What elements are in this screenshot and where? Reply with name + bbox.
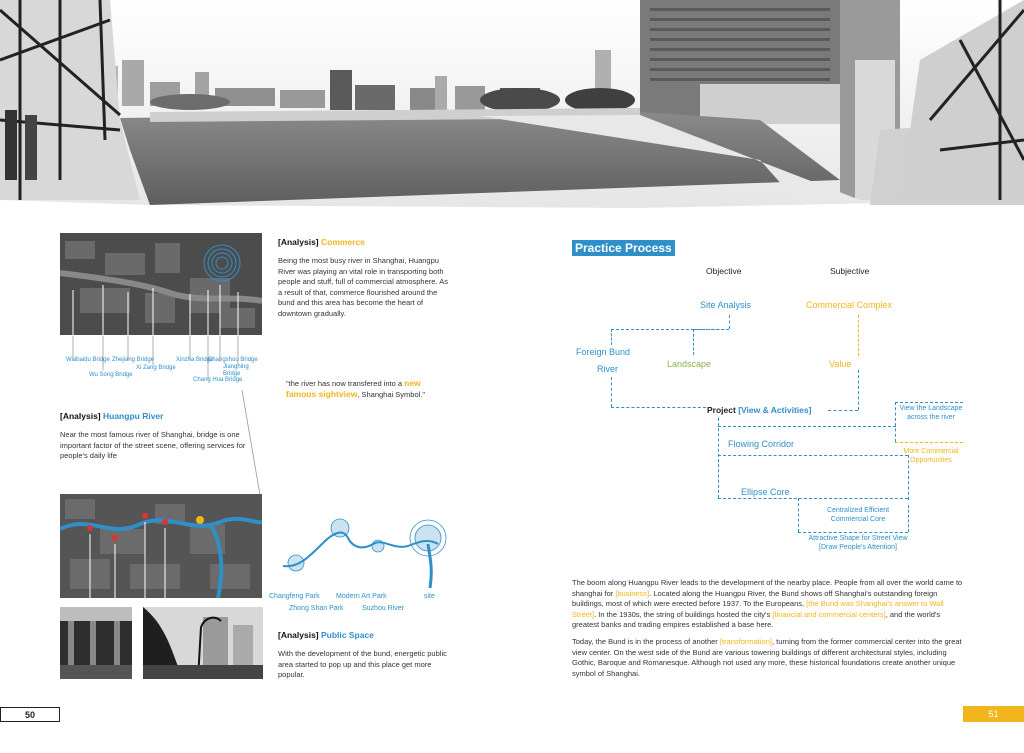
bund-panorama-photo xyxy=(0,0,1024,210)
paragraph1-seg: The boom along Huangpu River leads to the development of the nearby place. People from all over the world came to shanghai for xyxy=(572,578,963,598)
paragraph1-highlight: [the Bund was Shanghai's answer to Wall Street] xyxy=(572,599,944,619)
node-river: River xyxy=(597,364,619,374)
analysis-public-text: With the development of the bund, energetic public area started to pop up and this place get more popular. xyxy=(278,649,447,679)
river-pointer-line xyxy=(240,390,264,500)
connector xyxy=(718,498,908,499)
page-number-51: 51 xyxy=(963,706,1024,722)
paragraph2-seg: Today, the Bund is in the process of another xyxy=(572,637,720,646)
river-quote: "the river has now transfered into a new famous sightview, Shanghai Symbol." xyxy=(286,378,426,399)
connector xyxy=(718,426,896,427)
node-value: Value xyxy=(829,359,852,369)
paragraph2-seg: , turning from the former commercial center into the great view center. On the west side of the Bund are various towering buildings of different architectural styles, including Gothic, Baroque and Romanesque. Although not used any more, these historical foundations create another unique symbol of Shanghai. xyxy=(572,637,962,678)
analysis-commerce-text: Being the most busy river in Shanghai, Huangpu River was playing an vital role in transporting both people and stuff, full of commercial atmosphere. As a result of that, commerce flourished around the bund and this area has become the heart of downtown gradually. xyxy=(278,256,448,318)
connector xyxy=(798,498,799,532)
paragraph1-seg: . Located along the Huangpu River, the Bund shows off Shanghai's outstanding foreign buildings, most of which were erected before 1937. To the Europeans, xyxy=(572,588,938,608)
public-space-diagram xyxy=(268,508,452,588)
node-foreign-bund: Foreign Bund xyxy=(576,347,631,357)
paragraph1-seg: , and the world's greatest banks and trading empires established a base here. xyxy=(572,609,941,629)
bridge-label-1: Waibaidu Bridge xyxy=(66,357,110,363)
waterfront-lamp-photo xyxy=(143,607,263,679)
bridge-label-8: Jiangning Bridge xyxy=(223,364,249,377)
node-ellipse-core: Ellipse Core xyxy=(741,487,790,497)
bridge-label-6: Chang Hua Bridge xyxy=(193,377,243,383)
park-label-suzhou-river: Suzhou River xyxy=(362,605,405,612)
analysis-river-text: Near the most famous river of Shanghai, bridge is one important factor of the street scene, offering services for people's daily life xyxy=(60,430,246,460)
connector xyxy=(908,505,909,532)
connector xyxy=(718,455,908,456)
node-site-analysis: Site Analysis xyxy=(700,300,752,310)
connector xyxy=(611,329,612,345)
bridge-label-7: Changshou Bridge xyxy=(208,357,258,363)
connector xyxy=(729,315,730,329)
connector xyxy=(828,410,858,411)
bridge-label-5: Xinzha Bridge xyxy=(176,357,214,363)
connector xyxy=(693,329,694,355)
park-label-site: site xyxy=(424,593,435,600)
connector xyxy=(858,370,859,410)
bund-today-paragraph xyxy=(572,637,966,679)
node-attractive: Attractive Shape for Street View [Draw People's Attention] xyxy=(808,535,908,551)
paragraph2-highlight: [transformation] xyxy=(719,637,772,646)
page-number-50: 50 xyxy=(0,707,60,722)
connector xyxy=(858,315,859,356)
connector xyxy=(895,402,963,403)
analysis-commerce-heading: [Analysis] Commerce xyxy=(278,237,365,247)
node-commercial-complex: Commercial Complex xyxy=(806,300,893,310)
node-project: Project [View & Activities] xyxy=(707,405,812,415)
node-flowing-corridor: Flowing Corridor xyxy=(728,439,795,449)
connector xyxy=(895,402,896,442)
park-label-zhongshan: Zhong Shan Park xyxy=(289,605,344,612)
node-centralized: Centralized Efficient Commercial Core xyxy=(826,507,890,523)
bridge-label-4: Xi Zang Bridge xyxy=(136,365,176,371)
paragraph1-seg: . In the 1930s, the string of buildings hosted the city's xyxy=(594,609,773,619)
node-subjective: Subjective xyxy=(830,266,870,276)
connector xyxy=(798,532,908,533)
bridge-label-3: Zhejiang Bridge xyxy=(112,357,155,363)
connector xyxy=(611,407,706,408)
park-label-changfeng: Changfeng Park xyxy=(269,593,320,600)
practice-process-title: Practice Process xyxy=(572,240,675,256)
bridge-underpass-photo xyxy=(60,607,132,679)
node-more-commercial: More Commercial Opportunities xyxy=(903,448,959,464)
connector xyxy=(611,377,612,407)
connector xyxy=(895,442,963,443)
bund-history-paragraph xyxy=(572,578,966,631)
node-view-landscape: View the Landscape across the river xyxy=(899,405,963,421)
bridge-label-2: Wu Song Bridge xyxy=(89,372,133,378)
node-objective: Objective xyxy=(706,266,742,276)
analysis-river-heading: [Analysis] Huangpu River xyxy=(60,411,164,421)
district-pointer-lines xyxy=(60,500,262,610)
connector xyxy=(718,418,719,498)
paragraph1-highlight: [business] xyxy=(615,588,650,598)
analysis-public-heading: [Analysis] Public Space xyxy=(278,630,374,640)
park-label-modern-art: Modern Art Park xyxy=(336,593,387,600)
node-landscape: Landscape xyxy=(667,359,712,369)
connector xyxy=(693,329,729,330)
panorama-illustration xyxy=(0,0,1024,210)
paragraph1-highlight: [financial and commercial centers] xyxy=(772,609,886,619)
